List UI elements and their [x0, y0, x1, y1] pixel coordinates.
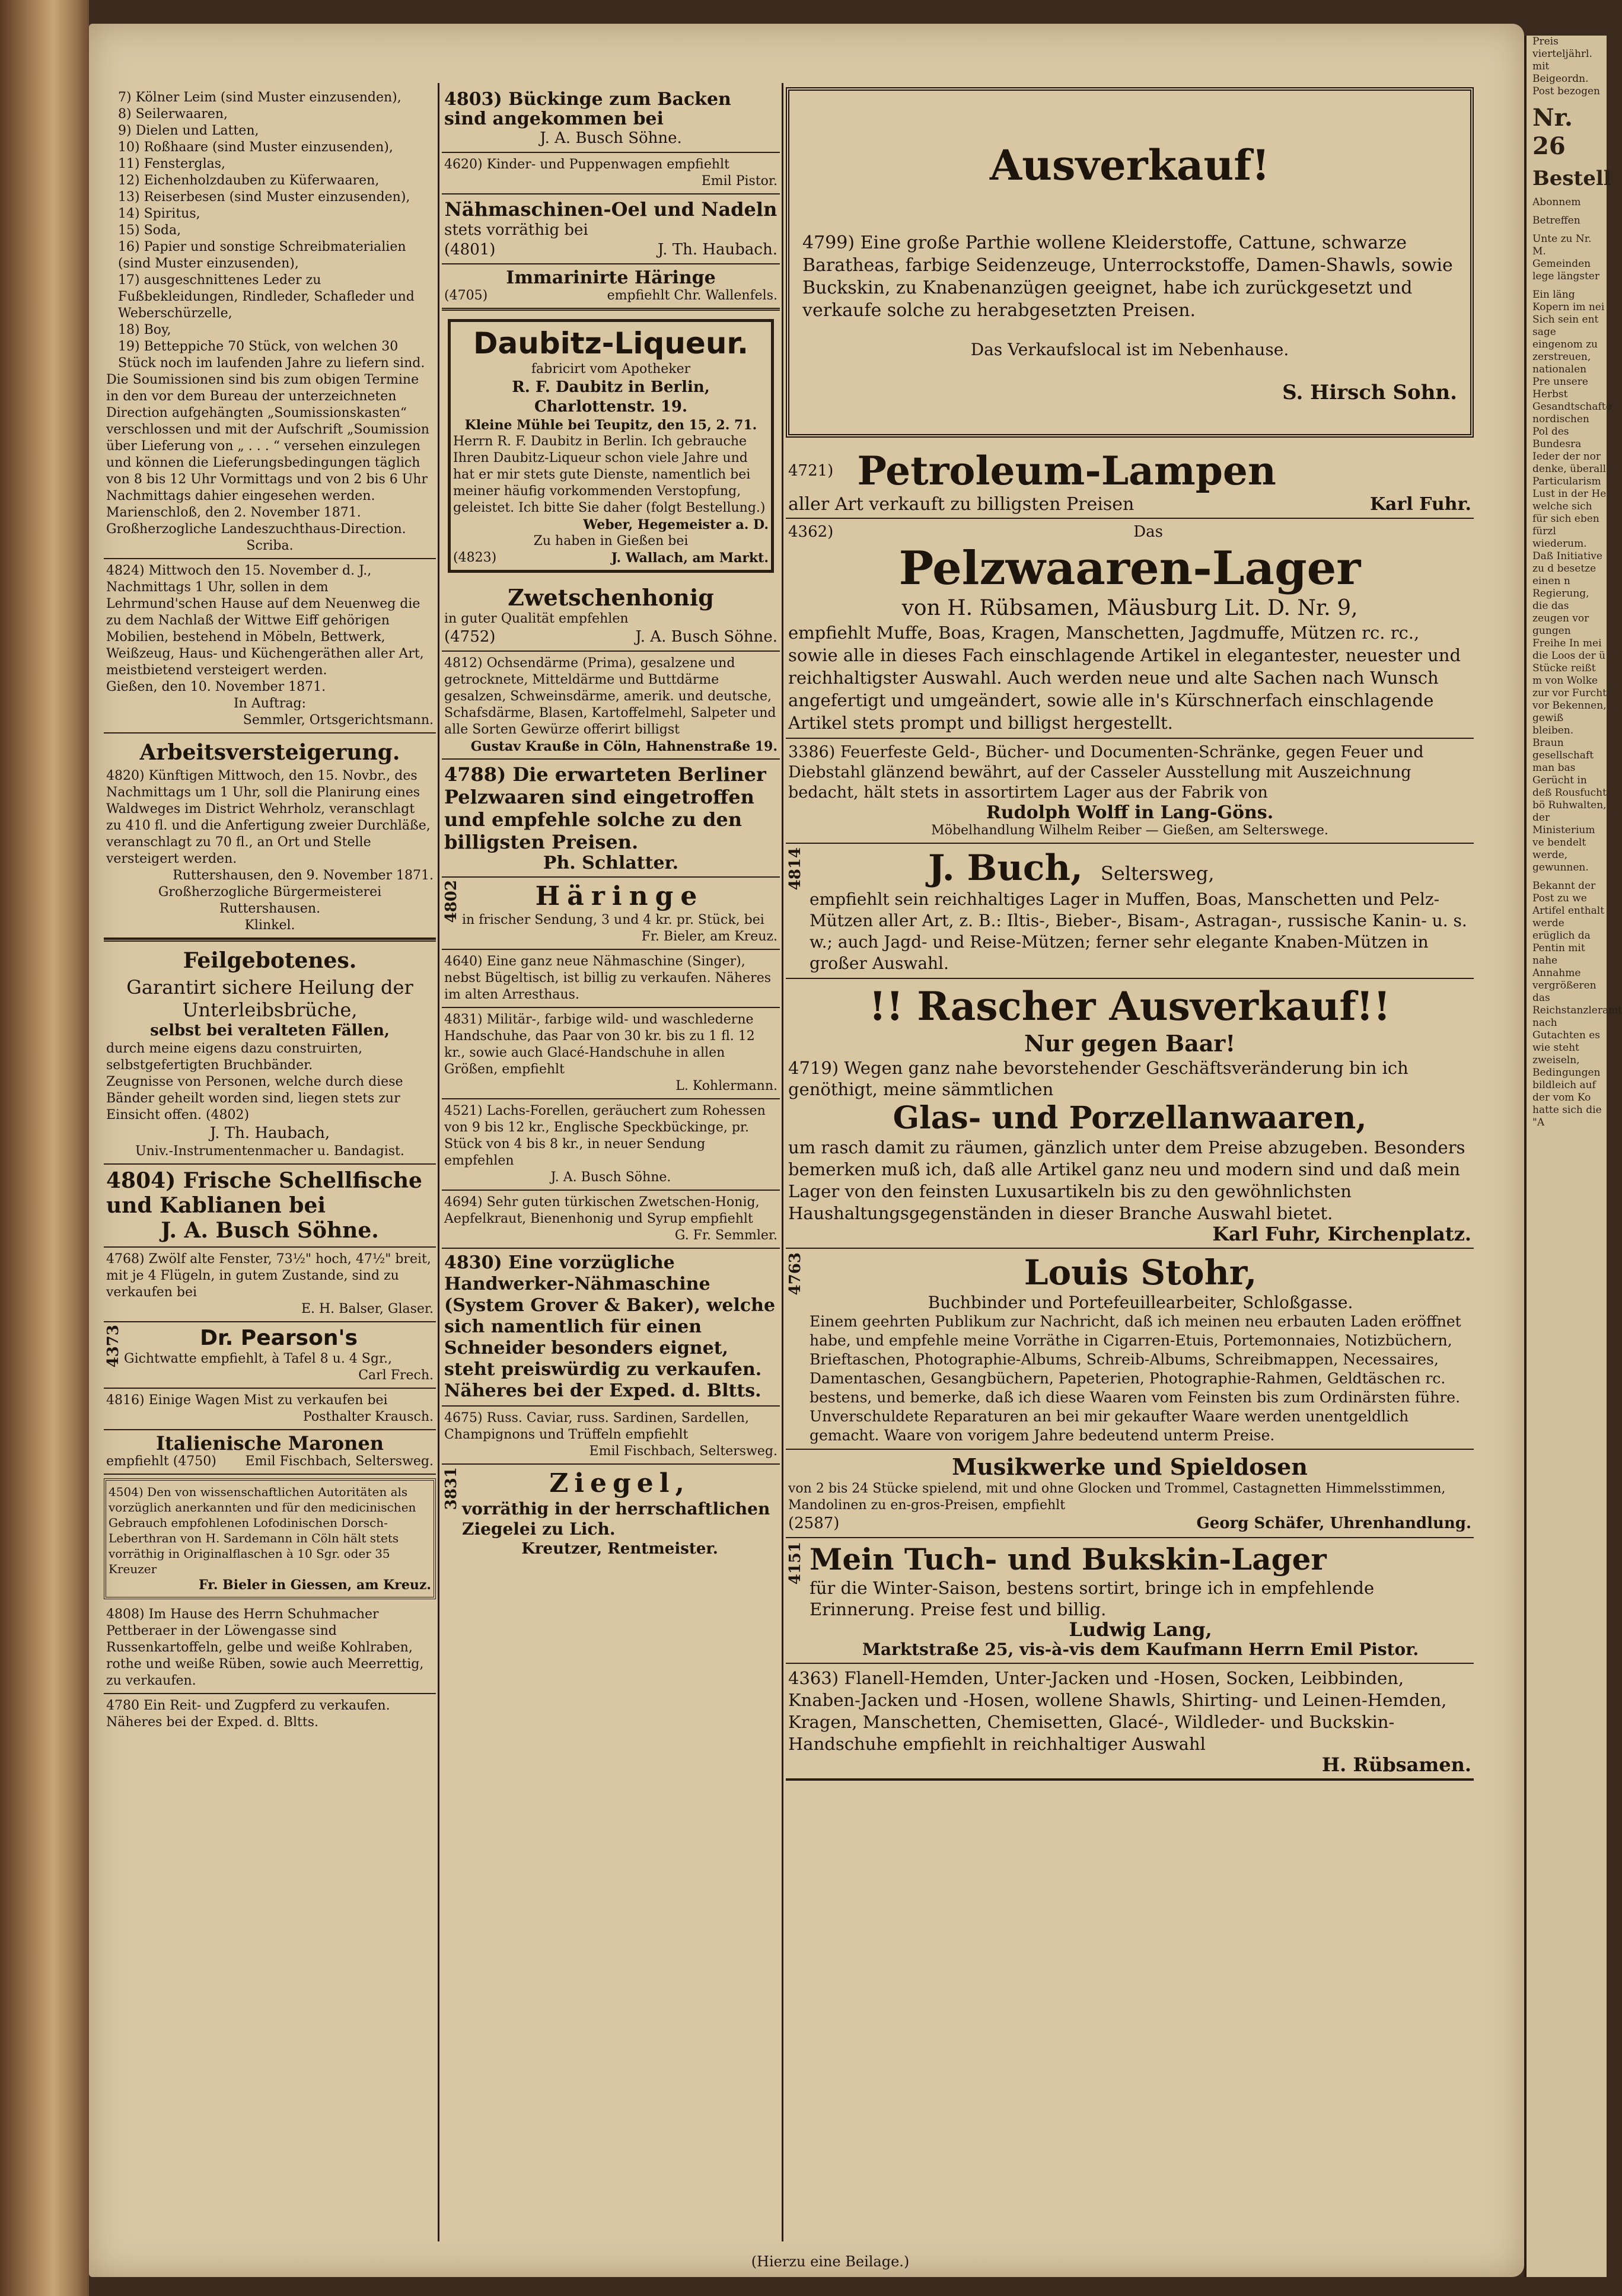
daubitz-maker: R. F. Daubitz in Berlin, Charlottenstr. 19. — [512, 378, 710, 416]
fur-store-number: 4362) — [788, 523, 834, 541]
safes-ad — [786, 739, 1474, 844]
hernia-title: Garantirt sichere Heilung der Unterleibsbrüche, — [126, 976, 413, 1021]
trout-ad — [442, 1099, 780, 1191]
daubitz-ad — [448, 319, 774, 573]
list-item: 19) Betteppiche 70 Stück, von welchen 30 Stück noch im laufenden Jahre zu liefern sind. — [118, 339, 425, 371]
list-item: 10) Roßhaare (sind Muster einzusenden), — [118, 140, 393, 155]
daubitz-seller: J. Wallach, am Markt. — [611, 550, 769, 566]
daubitz-subtitle: fabricirt vom Apotheker — [531, 362, 691, 377]
next-page-text-6: Ein läng Kopern im nei Sich sein ent sage eingenom zu zerstreuen, nationalen Pre unsere Herbst Gesandtschafte nordischen Pol des Bundesra Ieder der nor denke, überall Particularism Lust in der He welche sich für sich eben fürzl wiederum. Daß Initiative zu d besetze einen n Regierung, die das zeugen vor gungen Freihe In mei die Loos der ü Stücke reißt m von Wolke zur vor Furcht vor Bekennen, gewiß bleiben. Braun gesellschaft man bas Gerücht in deß Rousfucht bö Ruhwalten, der Ministerium ve bendelt werde, gewunnen. — [1532, 289, 1612, 873]
cod-liver-oil-text: 4504) Den von wissenschaftlichen Autoritäten als vorzüglich anerkannten und für den medicinischen Gebrauch empfohlenen Lofodinischen Dorsch-Leberthran von H. Sardemann in Cöln hält stets vorräthig in Originalflaschen à 10 Sgr. oder 35 Kreuzer — [109, 1485, 416, 1576]
safes-dealer: Möbelhandlung Wilhelm Reiber — Gießen, am Selterswege. — [931, 823, 1328, 838]
submission-text: Die Soumissionen sind bis zum obigen Termine in den vor dem Bureau der unterzeichneten Direction aufgehängten „Soumissionskasten“ verschlossen und mit der Aufschrift „Soumission über Lieferung von „ . . . “ versehen einzulegen und können die Lieferungsbedingungen täglich von 8 bis 12 Uhr Vormittags und von 2 bis 6 Uhr Nachmittags dahier eingesehen werden. — [106, 372, 429, 503]
quick-sale-ad — [786, 979, 1474, 1249]
cloth-store-ad — [786, 1538, 1474, 1664]
pearson-text: Gichtwatte empfiehlt, à Tafel 8 u. 4 Sgr., — [124, 1351, 393, 1366]
herring-name: empfiehlt Chr. Wallenfels. — [607, 288, 777, 303]
plum-honey-name: J. A. Busch Söhne. — [635, 628, 777, 646]
hernia-text-2: Zeugnisse von Personen, welche durch diese Bänder geheilt worden sind, liegen stets zur Einsicht offen. (4802) — [106, 1074, 403, 1123]
list-item: 16) Papier und sonstige Schreibmaterialien (sind Muster einzusenden), — [118, 240, 406, 271]
fresh-herring-number: 4802 — [442, 880, 460, 923]
fur-store-title: Pelzwaaren-Lager — [898, 541, 1361, 595]
clearance-title: Ausverkauf! — [989, 141, 1270, 190]
fresh-herring-name: Fr. Bieler, am Kreuz. — [641, 929, 777, 944]
list-item: 15) Soda, — [118, 223, 181, 238]
casings-name: Gustav Krauße in Cöln, Hahnenstraße 19. — [470, 739, 777, 754]
flannel-text: 4363) Flanell-Hemden, Unter-Jacken und -Hosen, Socken, Leibbinden, Knaben-Jacken und -Hosen, wollene Shawls, Shirting- und Leinen-Hemden, Kragen, Manschetten, Chemisetten, Glacé-, Wildleder- und Buckskin-Handschuhe empfiehlt in reichhaltiger Auswahl — [788, 1668, 1447, 1754]
chestnuts-name: Emil Fischbach, Seltersweg. — [245, 1454, 434, 1469]
stohr-number: 4763 — [786, 1252, 804, 1296]
next-page-heading: Bestell — [1532, 167, 1611, 190]
manure-ad — [104, 1389, 436, 1430]
stohr-ad — [786, 1249, 1474, 1450]
sewing-oil-text: stets vorräthig bei — [444, 221, 588, 239]
for-sale-section — [104, 939, 436, 1165]
windows-ad — [104, 1248, 436, 1322]
sewing-oil-ad — [442, 194, 780, 264]
next-page-text-1: Preis vierteljährl. mit Beigeordn. Post bezogen — [1532, 36, 1600, 97]
work-auction-title: Arbeitsversteigerung. — [139, 740, 400, 765]
clearance-name: S. Hirsch Sohn. — [1282, 381, 1457, 404]
bricks-number: 3831 — [442, 1467, 460, 1510]
fresh-fish-ad — [104, 1165, 436, 1248]
grover-machine-ad — [442, 1249, 780, 1407]
quick-sale-subtitle: Nur gegen Baar! — [1024, 1030, 1236, 1057]
prams-name: Emil Pistor. — [701, 174, 777, 189]
section-title: Feilgebotenes. — [183, 948, 357, 973]
list-item: 13) Reiserbesen (sind Muster einzusenden), — [118, 190, 410, 205]
petroleum-number: 4721) — [788, 461, 834, 480]
sewing-machine-ad — [442, 950, 780, 1008]
cloth-store-name: Ludwig Lang, — [1069, 1618, 1212, 1641]
sewing-oil-title: Nähmaschinen-Oel und Nadeln — [444, 198, 777, 221]
music-boxes-number: (2587) — [788, 1514, 840, 1532]
column-rule-2 — [782, 83, 783, 2241]
horse-ad — [104, 1694, 436, 1734]
buch-number: 4814 — [786, 847, 804, 891]
safes-maker: Rudolph Wolff in Lang-Göns. — [986, 802, 1274, 823]
furs-ad — [442, 760, 780, 878]
daubitz-title: Daubitz-Liqueur. — [473, 326, 748, 361]
auction-date: Gießen, den 10. November 1871. — [106, 680, 326, 694]
column-3 — [786, 86, 1474, 1781]
cloth-store-address: Marktstraße 25, vis-à-vis dem Kaufmann Herrn Emil Pistor. — [862, 1640, 1419, 1659]
submission-notice — [104, 86, 436, 559]
windows-text: 4768) Zwölf alte Fenster, 73½" hoch, 47½" breit, mit je 4 Flügeln, in gutem Zustande, sind zu verkaufen bei — [106, 1252, 431, 1300]
manure-name: Posthalter Krausch. — [303, 1410, 434, 1424]
windows-name: E. H. Balser, Glaser. — [301, 1302, 434, 1316]
quick-sale-goods: Glas- und Porzellanwaaren, — [893, 1100, 1367, 1136]
auction-mandate: In Auftrag: — [233, 696, 307, 711]
list-item: 8) Seilerwaaren, — [118, 107, 228, 122]
prams-ad — [442, 153, 780, 194]
daubitz-signature: Weber, Hegemeister a. D. — [583, 517, 769, 532]
safes-text: 3386) Feuerfeste Geld-, Bücher- und Documenten-Schränke, gegen Feuer und Diebstahl glänzend bewährt, auf der Casseler Ausstellung mit Auszeichnung bedacht, hält stets in assortirtem Lager aus der Fabrik von — [788, 743, 1424, 802]
herring-title: Immarinirte Häringe — [506, 267, 716, 288]
work-auction — [104, 734, 436, 939]
gloves-ad — [442, 1008, 780, 1099]
daubitz-place: Zu haben in Gießen bei — [533, 534, 689, 549]
potatoes-ad — [104, 1603, 436, 1694]
next-page-text-7: Bekannt der Post zu we Artifel enthalt werde erüglich da Pentin mit nahe Annahme vergrößeren das Reichstanzleramt nach Gutachten es wie steht zweiseln, Bedingungen bildleich auf der vom Ko hatte sich die "A — [1532, 880, 1622, 1128]
chestnuts-ad — [104, 1430, 436, 1475]
cloth-store-text: für die Winter-Saison, bestens sortirt, bringe ich in empfehlende Erinnerung. Preise fest und billig. — [810, 1578, 1375, 1619]
fur-store-article: Das — [1133, 523, 1163, 541]
pearson-ad — [104, 1322, 436, 1389]
sewing-machine-text: 4640) Eine ganz neue Nähmaschine (Singer), nebst Bügeltisch, ist billig zu verkaufen. Näheres im alten Arresthaus. — [444, 954, 772, 1002]
fur-store-text: empfiehlt Muffe, Boas, Kragen, Manschetten, Jagdmuffe, Mützen rc. rc., sowie alle in dieses Fach einschlagende Artikel in elegantester, neuester und reichhaltigster Auswahl. Auch werden neue und alte Sachen nach Wunsch angefertigt und umgeändert, sowie alle in's Kürschnerfach einschlagende Artikel stets prompt und billigst hergestellt. — [788, 623, 1461, 733]
buch-text: empfiehlt sein reichhaltiges Lager in Muffen, Boas, Manschetten und Pelz-Mützen aller Art, z. B.: Iltis-, Bieber-, Bisam-, Astragan-, russische Kanin- u. s. w.; auch Jagd- und Reise-Mützen; ferner sehr elegante Knaben-Mützen in großer Auswahl. — [810, 889, 1467, 973]
hernia-role: Univ.-Instrumentenmacher u. Bandagist. — [135, 1144, 404, 1159]
herring-ad — [442, 264, 780, 311]
next-page-text-4: Betreffen — [1532, 215, 1580, 227]
fur-store-ad — [786, 519, 1474, 739]
clearance-sale-ad — [786, 87, 1474, 438]
quick-sale-text-1: 4719) Wegen ganz nahe bevorstehender Geschäftsveränderung bin ich genöthigt, meine sämmtlichen — [788, 1058, 1409, 1099]
pearson-name: Carl Frech. — [358, 1368, 434, 1383]
casings-text: 4812) Ochsendärme (Prima), gesalzene und getrocknete, Mitteldärme und Buttdärme gesalzen, Schweinsdärme, amerik. und deutsche, Schafsdärme, Blasen, Kartoffelmehl, Salpeter und alle Sorten Gewürze offerirt billigst — [444, 656, 776, 737]
fresh-herring-title: Häringe — [535, 881, 705, 911]
chestnuts-title: Italienische Maronen — [155, 1432, 384, 1455]
buckling-title: 4803) Bückinge zum Backen sind angekommen bei — [444, 89, 731, 129]
book-binding — [0, 0, 89, 2296]
fresh-herring-ad — [442, 878, 780, 950]
caviar-text: 4675) Russ. Caviar, russ. Sardinen, Sardellen, Champignons und Trüffeln empfiehlt — [444, 1411, 749, 1442]
column-1 — [104, 86, 436, 1734]
horse-text: 4780 Ein Reit- und Zugpferd zu verkaufen. Näheres bei der Exped. d. Bltts. — [106, 1698, 390, 1730]
caviar-ad — [442, 1407, 780, 1465]
grover-machine-text: 4830) Eine vorzügliche Handwerker-Nähmaschine (System Grover & Baker), welche sich namentlich für einen Schneider besonders eignet, steht preiswürdig zu verkaufen. Näheres bei der Exped. d. Bltts. — [444, 1252, 776, 1401]
stohr-subtitle: Buchbinder und Portefeuillearbeiter, Schloßgasse. — [928, 1293, 1353, 1312]
gloves-name: L. Kohlermann. — [675, 1079, 777, 1093]
clearance-text: 4799) Eine große Parthie wollene Kleiderstoffe, Cattune, schwarze Baratheas, farbige Seidenzeuge, Unterrockstoffe, Damen-Shawls, sowie Buckskin, zu Knabenanzügen geeignet, habe ich zurückgesetzt und verkaufe solche zu herabgesetzten Preisen. — [802, 232, 1453, 321]
buch-furs-ad — [786, 844, 1474, 979]
daubitz-number: (4823) — [453, 550, 497, 565]
petroleum-text: aller Art verkauft zu billigsten Preisen — [788, 494, 1135, 515]
music-boxes-text: von 2 bis 24 Stücke spielend, mit und ohne Glocken und Trommel, Castagnetten Himmelsstimmen, Mandolinen zu en-gros-Preisen, empfiehlt — [788, 1481, 1446, 1513]
bricks-name: Kreutzer, Rentmeister. — [521, 1540, 718, 1558]
work-auction-name: Klinkel. — [244, 918, 295, 933]
fish-name: J. A. Busch Söhne. — [161, 1218, 379, 1243]
turkish-honey-text: 4694) Sehr guten türkischen Zwetschen-Honig, Aepfelkraut, Bienenhonig und Syrup empfiehlt — [444, 1195, 760, 1226]
fur-store-owner: von H. Rübsamen, Mäusburg Lit. D. Nr. 9, — [901, 596, 1358, 620]
plum-honey-text: in guter Qualität empfehlen — [444, 611, 629, 626]
petroleum-name: Karl Fuhr. — [1369, 494, 1471, 515]
next-page-text-3: Abonnem — [1532, 196, 1581, 208]
clearance-location: Das Verkaufslocal ist im Nebenhause. — [970, 340, 1289, 359]
next-page-number: Nr. 26 — [1532, 104, 1573, 160]
auction-name: Semmler, Ortsgerichtsmann. — [243, 713, 434, 728]
buch-title: J. Buch, — [928, 847, 1083, 889]
work-auction-text: 4820) Künftigen Mittwoch, den 15. Novbr., des Nachmittags um 1 Uhr, soll die Planirung eines Waldweges im District Wehrholz, veranschlagt zu 410 fl. und die Anfertigung zweier Durchläße, veranschlagt zu 70 fl., an Ort und Stelle versteigert werden. — [106, 768, 431, 866]
daubitz-mill: Kleine Mühle bei Teupitz, den 15, 2. 71. — [464, 417, 757, 433]
music-boxes-name: Georg Schäfer, Uhrenhandlung. — [1196, 1514, 1471, 1532]
sewing-oil-name: J. Th. Haubach. — [657, 241, 777, 259]
cod-liver-oil-name: Fr. Bieler in Giessen, am Kreuz. — [199, 1577, 431, 1593]
quick-sale-title: !! Rascher Ausverkauf!! — [869, 983, 1391, 1029]
next-page-text-5: Unte zu Nr. M. Gemeinden lege längster — [1532, 233, 1599, 282]
chestnuts-left: empfiehlt (4750) — [106, 1454, 216, 1469]
hernia-subtitle: selbst bei veralteten Fällen, — [150, 1022, 390, 1039]
supplement-note: (Hierzu eine Beilage.) — [751, 2253, 910, 2270]
trout-name: J. A. Busch Söhne. — [550, 1170, 671, 1185]
work-auction-signature: Großherzogliche Bürgermeisterei Ruttershausen. — [158, 885, 382, 916]
gloves-text: 4831) Militär-, farbige wild- und waschlederne Handschuhe, das Paar von 30 kr. bis zu 1 fl. 12 kr., sowie auch Glacé-Handschuhe in allen Größen, empfiehlt — [444, 1012, 755, 1077]
column-rule-1 — [438, 83, 439, 2241]
flannel-ad — [786, 1664, 1474, 1781]
furs-name: Ph. Schlatter. — [543, 853, 679, 873]
bricks-ad — [442, 1465, 780, 1562]
list-item: 17) ausgeschnittenes Leder zu Fußbekleidungen, Rindleder, Schafleder und Weberschürzelle, — [118, 273, 415, 321]
bricks-title: Ziegel, — [549, 1468, 690, 1498]
cloth-store-title: Mein Tuch- und Bukskin-Lager — [810, 1542, 1327, 1577]
furs-title: 4788) Die erwarteten Berliner Pelzwaaren sind eingetroffen und empfehle solche zu den billigsten Preisen. — [444, 763, 766, 853]
petroleum-lamps-ad — [786, 444, 1474, 519]
turkish-honey-name: G. Fr. Semmler. — [674, 1228, 777, 1243]
pearson-number: 4373 — [104, 1325, 122, 1368]
potatoes-text: 4808) Im Hause des Herrn Schuhmacher Pettberaer in der Löwengasse sind Russenkartoffeln, gelbe und weiße Kohlraben, rothe und weiße Rüben, sowie auch Meerrettig, zu verkaufen. — [106, 1607, 424, 1688]
hernia-name: J. Th. Haubach, — [209, 1124, 330, 1142]
prams-text: 4620) Kinder- und Puppenwagen empfiehlt — [444, 157, 729, 172]
list-item: 9) Dielen und Latten, — [118, 123, 259, 138]
cod-liver-oil-ad — [104, 1478, 436, 1599]
list-item: 18) Boy, — [118, 323, 171, 337]
daubitz-letter: Herrn R. F. Daubitz in Berlin. Ich gebrauche Ihren Daubitz-Liqueur schon viele Jahre und hat er mir stets gute Dienste, namentlich bei meiner häufig vorkommenden Verstopfung, geleistet. Ich bitte Sie daher (folgt Bestellung.) — [453, 434, 766, 515]
submission-signature: Großherzogliche Landeszuchthaus-Direction. — [106, 522, 406, 537]
fresh-herring-text: in frischer Sendung, 3 und 4 kr. pr. Stück, bei — [462, 913, 764, 927]
work-auction-date: Ruttershausen, den 9. November 1871. — [173, 868, 434, 883]
submission-date: Marienschloß, den 2. November 1871. — [106, 505, 361, 520]
trout-text: 4521) Lachs-Forellen, geräuchert zum Rohessen von 9 bis 12 kr., Englische Speckbückinge, pr. Stück von 4 bis 8 kr., in neuer Sendung empfehlen — [444, 1104, 766, 1168]
petroleum-title: Petroleum-Lampen — [857, 448, 1276, 494]
plum-honey-number: (4752) — [444, 628, 496, 646]
delivery-list — [106, 90, 434, 372]
manure-text: 4816) Einige Wagen Mist zu verkaufen bei — [106, 1393, 388, 1408]
plum-honey-title: Zwetschenhonig — [508, 584, 714, 611]
quick-sale-name: Karl Fuhr, Kirchenplatz. — [1212, 1223, 1471, 1245]
turkish-honey-ad — [442, 1191, 780, 1249]
bricks-text: vorräthig in der herrschaftlichen Ziegelei zu Lich. — [462, 1499, 770, 1539]
cloth-store-number: 4151 — [786, 1542, 804, 1585]
next-page-edge — [1524, 36, 1622, 2277]
auction-4824 — [104, 559, 436, 734]
stohr-title: Louis Stohr, — [1024, 1252, 1257, 1293]
auction-text: 4824) Mittwoch den 15. November d. J., Nachmittags 1 Uhr, sollen in dem Lehrmund'schen Hause auf dem Neuenweg die zu dem Nachlaß der Wittwe Eiff gehörigen Mobilien, bestehend in Möbeln, Bettwerk, Weißzeug, Haus- und Küchengeräthen aller Art, meistbietend versteigert werden. — [106, 563, 424, 678]
list-item: 11) Fensterglas, — [118, 157, 226, 171]
sewing-oil-number: (4801) — [444, 241, 496, 259]
hernia-text: durch meine eigens dazu construirten, selbstgefertigten Bruchbänder. — [106, 1041, 363, 1073]
column-2 — [442, 86, 780, 1562]
music-boxes-title: Musikwerke und Spieldosen — [952, 1453, 1308, 1480]
submission-name: Scriba. — [246, 538, 294, 553]
buckling-name: J. A. Busch Söhne. — [540, 129, 682, 147]
list-item: 7) Kölner Leim (sind Muster einzusenden), — [118, 90, 401, 105]
quick-sale-text-2: um rasch damit zu räumen, gänzlich unter dem Preise abzugeben. Besonders bemerken muß ich, daß alle Artikel ganz neu und modern sind und daß mein Lager von den feinsten Luxusartikeln bis zu den gewöhnlichsten Haushaltungsgegenständen in dieser Branche Auswahl bietet. — [788, 1137, 1465, 1223]
casings-ad — [442, 652, 780, 760]
plum-honey-ad — [442, 581, 780, 652]
list-item: 14) Spiritus, — [118, 206, 200, 221]
pearson-title: Dr. Pearson's — [200, 1326, 358, 1350]
flannel-name: H. Rübsamen. — [1321, 1753, 1471, 1776]
list-item: 12) Eichenholzdauben zu Küferwaaren, — [118, 173, 380, 188]
stohr-text: Einem geehrten Publikum zur Nachricht, daß ich meinen neu erbauten Laden eröffnet habe, und empfehle meine Vorräthe in Cigarren-Etuis, Portemonnaies, Notizbüchern, Brieftaschen, Photographie-Albums, Schreib-Albums, Schreibmappen, Necessaires, Damentaschen, Gesangbüchern, Papeterien, Photographie-Rahmen, Geldtäschen rc. bestens, und bemerke, daß ich diese Waaren vom Feinsten bis zum Ordinärsten führe. Unverschuldete Reparaturen an bei mir gekaufter Waare werden unentgeldlich gemacht. Waare von vorigem Jahre bedeutend unterm Preise. — [810, 1313, 1461, 1444]
caviar-name: Emil Fischbach, Seltersweg. — [589, 1444, 777, 1459]
music-boxes-ad — [786, 1450, 1474, 1538]
fish-title: 4804) Frische Schellfische und Kablianen bei — [106, 1168, 422, 1218]
buckling-ad — [442, 86, 780, 153]
herring-number: (4705) — [444, 288, 488, 303]
buch-address: Seltersweg, — [1100, 862, 1215, 885]
